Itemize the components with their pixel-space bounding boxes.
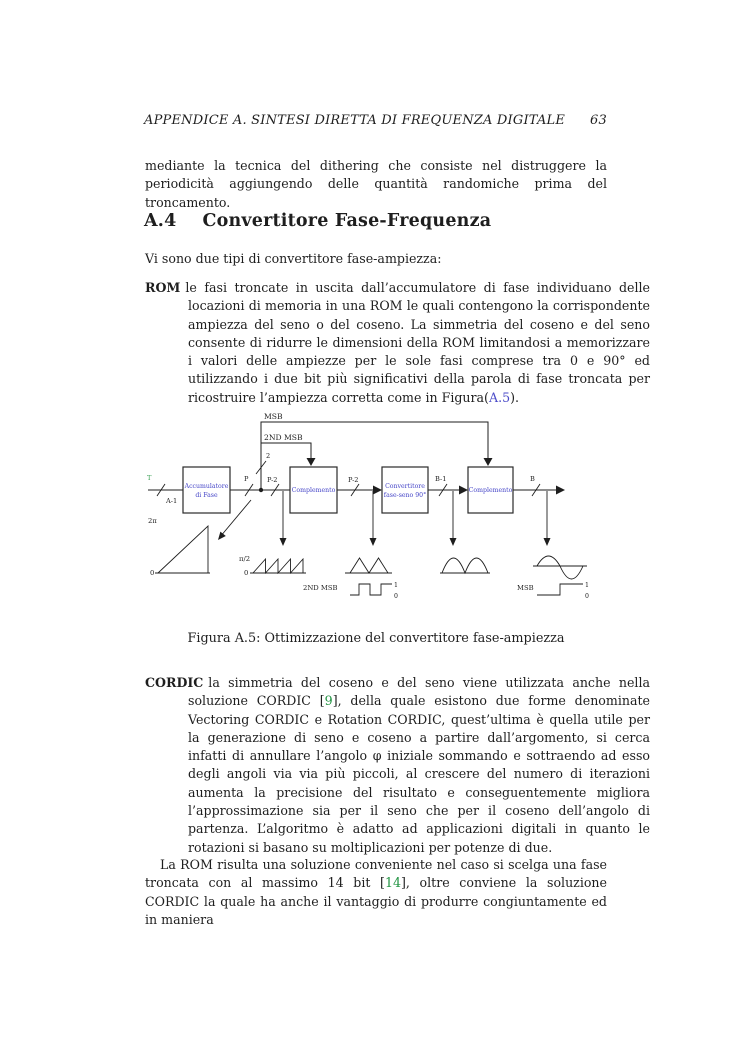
label-wire-b1: B-1 <box>435 475 447 483</box>
label-bus-width-2: 2 <box>266 452 271 460</box>
converter-block <box>382 467 428 513</box>
sine-waveform <box>533 556 587 579</box>
citation-14-link[interactable]: 14 <box>384 875 401 891</box>
label-wire-p2-out: P-2 <box>348 476 359 484</box>
label-wire-b: B <box>530 475 535 483</box>
page-number: 63 <box>590 113 607 128</box>
closing-paragraph <box>145 856 607 929</box>
complement1-label: Complemento <box>291 487 336 494</box>
label-wire-p2-in: P-2 <box>267 476 278 484</box>
section-title: Convertitore Fase-Frequenza <box>202 211 492 231</box>
accumulator-label-line2: di Fase <box>195 492 218 499</box>
label-input-t: T <box>147 474 152 482</box>
intro-paragraph: mediante la tecnica del dithering che consiste nel distruggere la periodicità aggiungendo delle quantità randomiche prima del troncamento. <box>145 158 607 210</box>
ramp-pointer-arrowhead <box>218 532 226 540</box>
converter-label-line1: Convertitore <box>385 483 425 490</box>
cordic-term: CORDIC <box>145 675 204 690</box>
second-msb-arrowhead <box>307 458 316 466</box>
label-pi-half: π/2 <box>239 555 251 563</box>
rom-term: ROM <box>145 280 181 295</box>
closing-text: La ROM risulta una soluzione conveniente nel caso si scelga una fase troncata con al massimo 14 bit [ <box>145 857 607 891</box>
label-second-msb: 2ND MSB <box>264 433 303 442</box>
msb-square-wave <box>517 582 589 600</box>
output-arrowhead <box>556 486 565 495</box>
rom-text: le fasi troncate in uscita dall’accumulatore di fase individuano delle locazioni di memoria in una ROM le quali contengono la corrispondente ampiezza del seno o del coseno. La simmetria del coseno e del seno consente di ridurre le dimensioni della ROM limitandosi a memorizzare i valori delle ampiezze per le sole fasi comprese tra 0 e 90° ed utilizzando i due bit più significativi della parola di fase troncata per ricostruire l’ampiezza corretta come in Figura( <box>185 280 650 405</box>
rom-text-end: ). <box>510 389 520 405</box>
accumulator-label-line1: Accumulatore <box>184 483 229 490</box>
label-bus-a1: A-1 <box>166 497 178 505</box>
running-header-title: APPENDICE A. SINTESI DIRETTA DI FREQUENZA DIGITALE <box>144 113 566 128</box>
lead-line: Vi sono due tipi di convertitore fase-ampiezza: <box>145 251 442 266</box>
complement1-block <box>290 467 337 513</box>
label-zero-saw: 0 <box>244 569 249 577</box>
cordic-text-end: ], della quale esistono due forme denominate Vectoring CORDIC e Rotation CORDIC, quest’ultima è quella utile per la generazione di seno e coseno a partire dall’argomento, si cerca infatti di annullare l’angolo φ iniziale sommando e sottraendo ad esso degli angoli via via più piccoli, al crescere del numero di iterazioni aumenta la precisione del risultato e conseguentemente migliora l’approssimazione sia per il seno che per il coseno dell’angolo di partenza. L’algoritmo è adatto ad applicazioni digitali in quanto le rotazioni si basano su moltiplicazioni per potenze di due. <box>188 693 650 855</box>
figure-caption: Figura A.5: Ottimizzazione del convertitore fase-ampiezza <box>187 631 565 646</box>
closing-text-end: ], oltre conviene la soluzione CORDIC la quale ha anche il vantaggio di produrre congiuntamente ed in maniera <box>145 875 607 927</box>
label-msb: MSB <box>264 412 283 421</box>
msb-arrowhead <box>484 458 493 466</box>
label-one-a: 1 <box>394 582 398 589</box>
rom-item <box>145 279 650 407</box>
label-one-b: 1 <box>585 582 589 589</box>
second-msb-square-wave <box>303 582 398 600</box>
section-heading <box>144 211 607 231</box>
label-zero-b: 0 <box>585 593 589 600</box>
sawtooth-waveform <box>239 555 306 577</box>
cordic-text: la simmetria del coseno e del seno viene utilizzata anche nella soluzione CORDIC [ <box>188 675 650 709</box>
accumulator-block <box>183 467 230 513</box>
wire-junction <box>259 488 263 492</box>
label-zero-a: 0 <box>394 593 398 600</box>
label-wire-p: P <box>244 475 249 483</box>
label-wave-msb: MSB <box>517 584 534 592</box>
complement2-label: Complemento <box>468 487 513 494</box>
label-zero-ramp: 0 <box>150 569 155 577</box>
triangle-waveform <box>345 558 392 573</box>
figure-ref-link[interactable]: A.5 <box>488 389 511 405</box>
humps-waveform <box>440 558 490 573</box>
ramp-waveform <box>148 517 210 577</box>
section-number: A.4 <box>144 211 177 231</box>
cordic-item <box>145 674 650 857</box>
complement2-block <box>468 467 513 513</box>
label-two-pi: 2π <box>148 517 157 525</box>
figure-a5-diagram <box>140 403 620 613</box>
converter-label-line2: fase-seno 90° <box>383 492 427 499</box>
running-header <box>144 113 607 128</box>
label-wave-second-msb: 2ND MSB <box>303 584 338 592</box>
citation-9-link[interactable]: 9 <box>324 693 333 709</box>
